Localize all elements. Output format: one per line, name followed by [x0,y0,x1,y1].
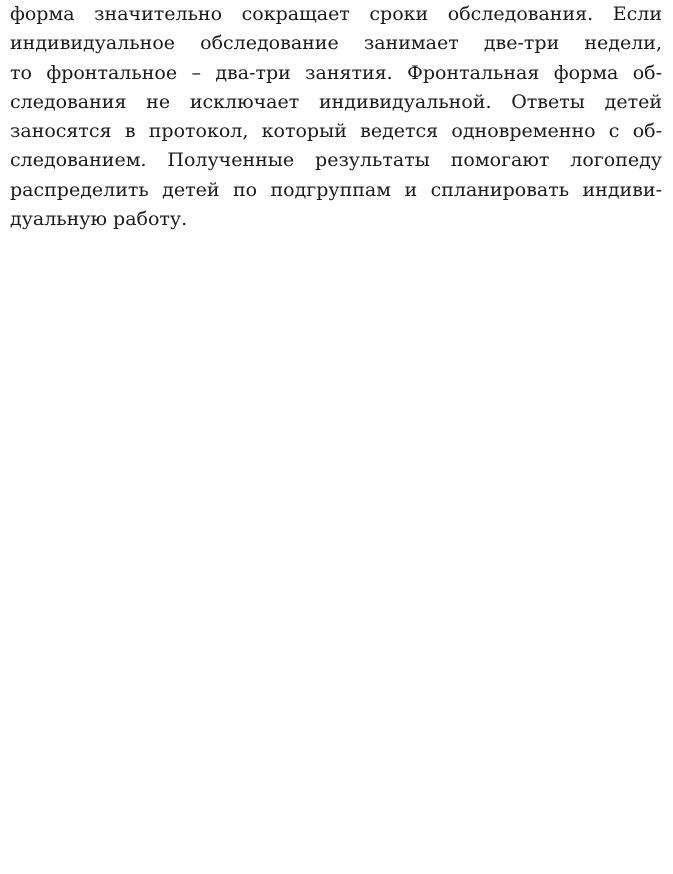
text-line: дуальную работу. [10,208,188,231]
text-line: индивидуальное обследование занимает две-три недели, [10,32,662,55]
text-line: следования не исключает индивидуальной. Ответы детей [10,90,662,113]
text-line: форма значительно сокращает сроки обследования. Если [10,3,662,25]
text-line: распределить детей по подгруппам и спланировать индиви- [10,178,662,201]
text-line: следованием. Полученные результаты помогают логопеду [10,149,662,172]
text-line: то фронтальное – два-три занятия. Фронтальная форма об- [10,61,662,84]
body-paragraph [10,0,662,234]
text-line: заносятся в протокол, который ведется одновременно с об- [10,120,662,143]
